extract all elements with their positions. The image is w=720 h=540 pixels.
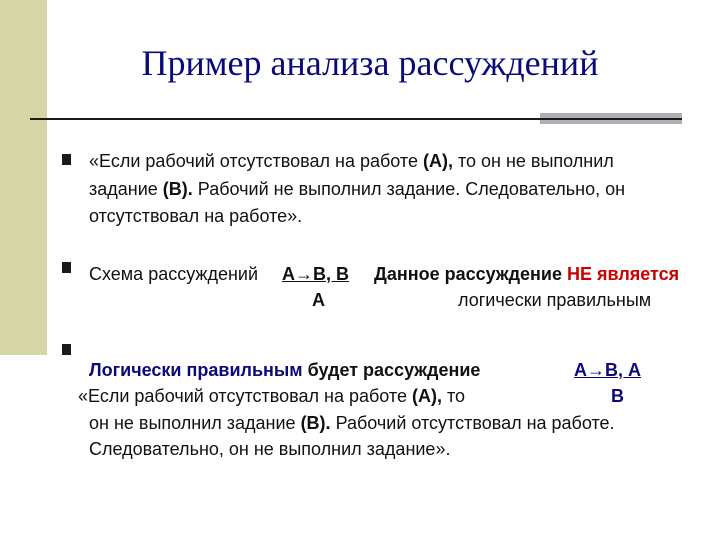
title-underline-accent	[540, 113, 682, 124]
side-decor-bar	[0, 0, 47, 355]
item1-line1	[89, 148, 614, 174]
item1-var-b: (В).	[162, 179, 193, 199]
item3-text: «Если рабочий отсутствовал на работе	[78, 386, 412, 406]
item2-conclusion-text: Данное рассуждение	[374, 264, 567, 284]
bullet-icon	[62, 262, 71, 273]
item3-line3	[89, 410, 615, 436]
item3-lead	[89, 357, 480, 383]
item1-text: то он не выполнил	[452, 151, 614, 171]
item2-conclusion-line2: логически правильным	[458, 290, 652, 310]
item3-line4: Следовательно, он не выполнил задание».	[89, 439, 451, 459]
item1-text: задание	[89, 179, 163, 199]
item3-var-a: (А),	[411, 386, 442, 406]
item3-text: то	[441, 386, 466, 406]
item3-line2	[78, 383, 465, 409]
item3-lead-highlight: Логически правильным	[89, 360, 303, 380]
slide-title: Пример анализа рассуждений	[141, 43, 599, 83]
item2-conclusion	[374, 261, 679, 287]
item2-conclusion-not: НЕ является	[567, 264, 680, 284]
item3-text: Рабочий отсутствовал на работе.	[330, 413, 615, 433]
bullet-icon	[62, 344, 71, 355]
item1-line2	[89, 176, 625, 202]
item1-var-a: (А),	[422, 151, 453, 171]
item1-text: «Если рабочий отсутствовал на работе	[89, 151, 423, 171]
title-underline	[30, 118, 540, 120]
item2-scheme-label: Схема рассуждений	[89, 264, 259, 284]
item1-line3: отсутствовал на работе».	[89, 206, 303, 226]
item1-text: Рабочий не выполнил задание. Следовательно, он	[192, 179, 626, 199]
item3-text: он не выполнил задание	[89, 413, 301, 433]
item3-var-b: (В).	[300, 413, 331, 433]
item2-formula-bottom: А	[312, 290, 325, 310]
item3-lead-text: будет рассуждение	[302, 360, 481, 380]
item3-formula-bottom: В	[611, 386, 624, 406]
item2-formula-top: А→В, В	[282, 264, 349, 284]
bullet-icon	[62, 154, 71, 165]
item3-formula-top: А→В, А	[574, 360, 641, 380]
